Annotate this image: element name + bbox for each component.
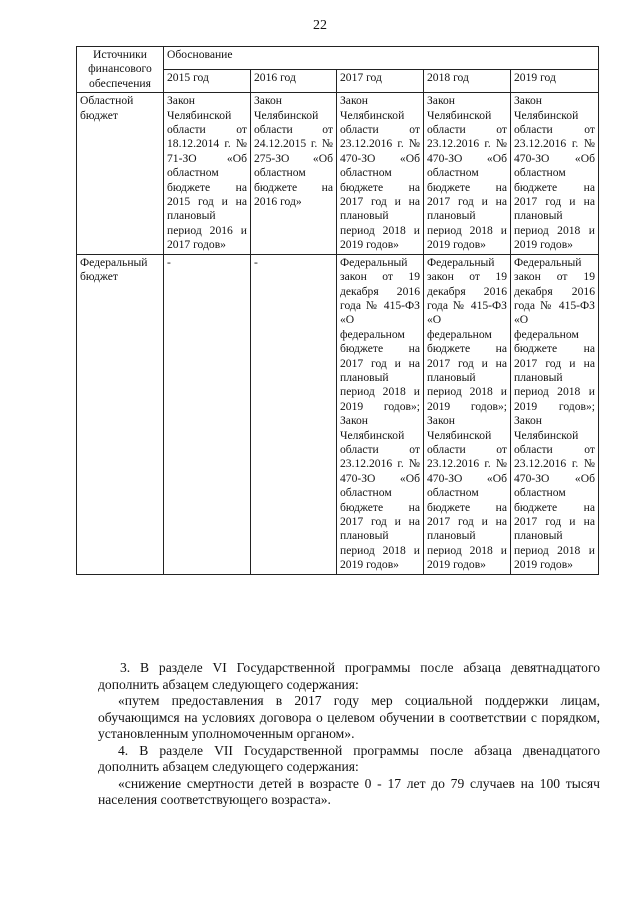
header-year-2017: 2017 год — [337, 70, 424, 93]
table-row — [77, 93, 599, 254]
source-cell: Федеральный бюджет — [77, 254, 164, 574]
source-cell: Областной бюджет — [77, 93, 164, 254]
header-justification: Обоснование — [164, 47, 599, 70]
justification-cell: Федеральный закон от 19 декабря 2016 года № 415-ФЗ «О федеральном бюджете на 2017 год и на плановый период 2018 и 2019 годов»; Закон Челябинской области от 23.12.2016 г. № 470-ЗО «Об областном бюджете на 2017 год и на плановый период 2018 и 2019 годов» — [424, 254, 511, 574]
paragraph: «путем предоставления в 2017 году мер социальной поддержки лицам, обучающимся на условиях договора о целевом обучении в соответствии с порядком, установленным уполномоченным органом». — [98, 693, 600, 741]
paragraph: 3. В разделе VI Государственной программы после абзаца девятнадцатого дополнить абзацем следующего содержания: — [98, 660, 600, 692]
justification-cell: - — [251, 254, 337, 574]
justification-cell: Закон Челябинской области от 18.12.2014 г. № 71-ЗО «Об областном бюджете на 2015 год и на плановый период 2016 и 2017 годов» — [164, 93, 251, 254]
financing-table — [76, 46, 599, 575]
justification-cell: Закон Челябинской области от 23.12.2016 г. № 470-ЗО «Об областном бюджете на 2017 год и на плановый период 2018 и 2019 годов» — [337, 93, 424, 254]
page-number: 22 — [313, 18, 327, 33]
justification-cell: Закон Челябинской области от 24.12.2015 г. № 275-ЗО «Об областном бюджете на 2016 год» — [251, 93, 337, 254]
body-text — [98, 660, 600, 809]
header-year-2018: 2018 год — [424, 70, 511, 93]
table-header-row — [77, 47, 599, 70]
paragraph: 4. В разделе VII Государственной программы после абзаца двенадцатого дополнить абзацем следующего содержания: — [98, 742, 600, 774]
table-row — [77, 254, 599, 574]
justification-cell: Федеральный закон от 19 декабря 2016 года № 415-ФЗ «О федеральном бюджете на 2017 год и на плановый период 2018 и 2019 годов»; Закон Челябинской области от 23.12.2016 г. № 470-ЗО «Об областном бюджете на 2017 год и на плановый период 2018 и 2019 годов» — [337, 254, 424, 574]
justification-cell: Федеральный закон от 19 декабря 2016 года № 415-ФЗ «О федеральном бюджете на 2017 год и на плановый период 2018 и 2019 годов»; Закон Челябинской области от 23.12.2016 г. № 470-ЗО «Об областном бюджете на 2017 год и на плановый период 2018 и 2019 годов» — [511, 254, 599, 574]
header-year-2016: 2016 год — [251, 70, 337, 93]
header-sources: Источники финансового обеспечения — [77, 47, 164, 93]
paragraph: «снижение смертности детей в возрасте 0 - 17 лет до 79 случаев на 100 тысяч населения соответствующего возраста». — [98, 775, 600, 807]
header-year-2019: 2019 год — [511, 70, 599, 93]
header-year-2015: 2015 год — [164, 70, 251, 93]
justification-cell: - — [164, 254, 251, 574]
justification-cell: Закон Челябинской области от 23.12.2016 г. № 470-ЗО «Об областном бюджете на 2017 год и на плановый период 2018 и 2019 годов» — [511, 93, 599, 254]
justification-cell: Закон Челябинской области от 23.12.2016 г. № 470-ЗО «Об областном бюджете на 2017 год и на плановый период 2018 и 2019 годов» — [424, 93, 511, 254]
